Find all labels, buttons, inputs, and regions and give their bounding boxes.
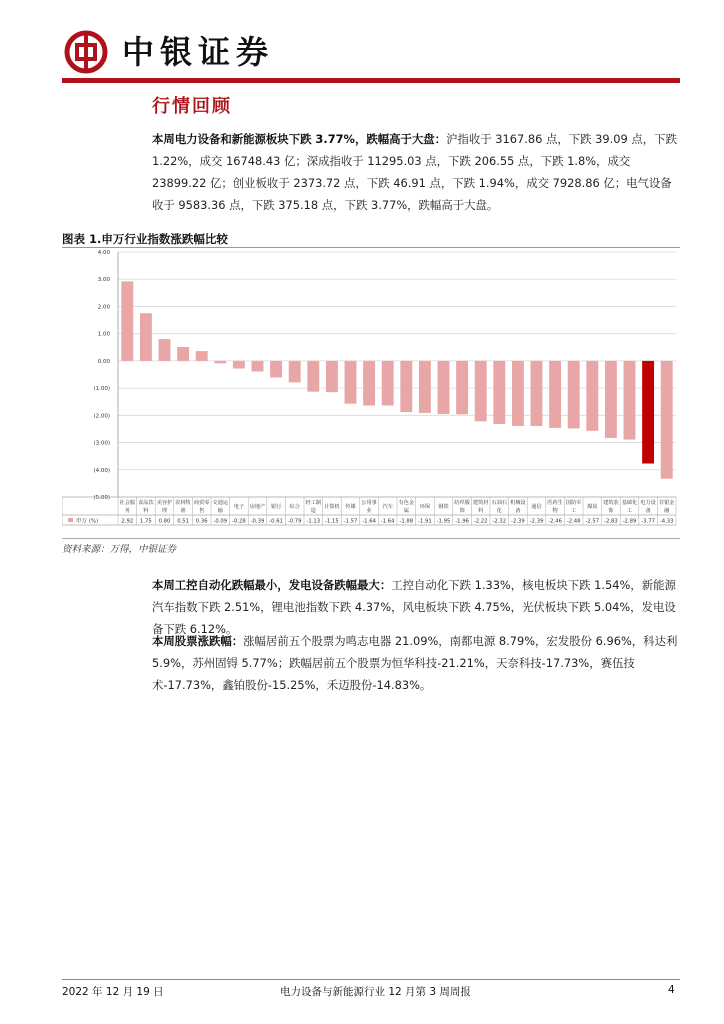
y-tick-label: 4.00 — [97, 250, 110, 256]
x-category-label: 融 — [664, 508, 670, 514]
x-category-label: 综合 — [289, 504, 300, 510]
data-value-label: -2.46 — [548, 518, 562, 525]
x-category-label: 物 — [552, 508, 558, 514]
x-category-label: 纺织服 — [454, 500, 470, 506]
y-tick-label: (3.00) — [93, 440, 110, 447]
x-category-label: 基础化 — [621, 500, 638, 506]
y-tick-label: 0.00 — [97, 358, 110, 365]
x-category-label: 备 — [645, 508, 651, 514]
data-value-label: 0.80 — [158, 518, 171, 525]
bar — [345, 361, 357, 404]
bar — [605, 361, 617, 438]
data-value-label: -2.22 — [473, 518, 488, 525]
footer-date: 2022 年 12 月 19 日 — [62, 986, 164, 998]
data-value-label: -1.64 — [380, 518, 395, 525]
data-value-label: -1.91 — [418, 518, 432, 525]
data-value-label: -2.83 — [604, 518, 618, 525]
x-category-label: 商贸零 — [193, 500, 210, 506]
paragraph-body: 涨幅居前五个股票为鸣志电器 21.09%，南都电源 8.79%，宏发股份 6.96%，科达利 5.9%，苏州固锝 5.77%；跌幅居前五个股票为恒华科技-21.21%，天奈科技-17.73%，赛伍技术-17.73%，鑫铂股份-15.25%，禾迈股份-14.83%。 — [152, 634, 678, 692]
x-category-label: 通信 — [531, 504, 542, 510]
bar — [196, 351, 208, 361]
bar — [233, 361, 245, 369]
x-category-label: 食品饮 — [138, 500, 154, 506]
x-category-label: 煤炭 — [587, 504, 598, 510]
paragraph-lead: 本周工控自动化跌幅最小，发电设备跌幅最大： — [152, 578, 392, 592]
x-category-label: 传媒 — [345, 504, 356, 510]
paragraph-body: 沪指收于 3167.86 点，下跌 39.09 点，下跌 1.22%，成交 16748.43 亿；深成指收于 11295.03 点，下跌 206.55 点，下跌 1.8%，成交 23899.22 亿；创业板收于 2373.72 点，下跌 46.91 点，下跌 1.94%，成交 7928.86 亿；电气设备收于 9583.36 点，下跌 375.18 点，下跌 3.77%，跌幅高于大盘。 — [152, 132, 677, 212]
x-category-label: 理 — [161, 508, 168, 514]
x-category-label: 非银金 — [658, 500, 675, 506]
bar — [326, 361, 338, 392]
data-value-label: -2.57 — [585, 518, 600, 525]
bar — [642, 361, 654, 464]
bar — [419, 361, 431, 413]
footer-rule — [62, 979, 680, 980]
bar — [177, 347, 189, 361]
bar — [475, 361, 487, 421]
bar — [456, 361, 468, 414]
data-value-label: -2.39 — [529, 518, 544, 525]
bar — [661, 361, 673, 479]
x-category-label: 备 — [515, 508, 521, 514]
y-tick-label: (1.00) — [93, 386, 110, 393]
data-value-label: -2.39 — [511, 518, 525, 525]
bar — [159, 339, 171, 361]
x-category-label: 工 — [626, 508, 633, 514]
y-tick-label: 1.00 — [97, 331, 110, 338]
bar — [493, 361, 505, 424]
bank-of-china-logo-icon — [64, 30, 108, 74]
x-category-label: 石油石 — [491, 500, 508, 506]
data-value-label: -1.95 — [436, 518, 451, 525]
x-category-label: 钢铁 — [438, 504, 449, 510]
market-review-paragraph — [152, 128, 680, 216]
data-value-label: -3.77 — [641, 518, 655, 525]
bar — [270, 361, 282, 378]
paragraph-lead: 本周电力设备和新能源板块下跌 3.77%，跌幅高于大盘： — [152, 132, 447, 146]
paragraph-lead: 本周股票涨跌幅： — [152, 634, 244, 648]
x-category-label: 医药生 — [547, 500, 563, 506]
section-title: 行情回顾 — [152, 96, 232, 117]
x-category-label: 计算机 — [324, 504, 340, 510]
y-tick-label: 3.00 — [97, 277, 110, 284]
x-category-label: 电子 — [233, 504, 245, 510]
industry-change-bar-chart — [62, 249, 680, 536]
data-value-label: -0.28 — [232, 518, 246, 525]
x-category-label: 汽车 — [382, 504, 393, 510]
data-value-label: -0.61 — [269, 518, 283, 525]
x-category-label: 工 — [571, 508, 577, 514]
bar — [252, 361, 264, 372]
data-value-label: -4.33 — [659, 518, 674, 525]
x-category-label: 输 — [217, 508, 223, 514]
x-category-label: 有色金 — [398, 500, 415, 506]
x-category-label: 国防军 — [565, 500, 582, 506]
source-rule — [62, 538, 680, 539]
source-note: 资料来源：万得，中银证券 — [62, 544, 177, 555]
x-category-label: 农林牧 — [175, 500, 191, 506]
data-value-label: -0.39 — [250, 518, 265, 525]
y-tick-label: (5.00) — [93, 495, 110, 501]
bar — [382, 361, 394, 406]
data-value-label: -1.64 — [362, 518, 376, 525]
x-category-label: 造 — [310, 508, 316, 514]
data-value-label: -1.57 — [343, 518, 358, 525]
x-category-label: 交通运 — [212, 500, 229, 506]
data-value-label: -0.79 — [287, 518, 302, 525]
data-value-label: 1.75 — [140, 518, 152, 525]
x-category-label: 务 — [124, 508, 130, 514]
x-category-label: 建筑装 — [603, 500, 619, 506]
data-value-label: -2.32 — [492, 518, 507, 525]
bar — [121, 281, 133, 360]
x-category-label: 银行 — [270, 504, 282, 510]
y-tick-label: 2.00 — [97, 304, 110, 311]
data-value-label: -0.09 — [213, 518, 228, 525]
data-value-label: 0.51 — [177, 518, 189, 525]
x-category-label: 社会服 — [119, 500, 136, 506]
x-category-label: 售 — [199, 508, 205, 514]
bar — [363, 361, 375, 406]
data-value-label: -1.88 — [399, 518, 414, 525]
chart-title: 图表 1.申万行业指数涨跌幅比较 — [62, 232, 228, 246]
bar — [400, 361, 412, 412]
bar — [289, 361, 301, 383]
data-value-label: -2.48 — [566, 518, 581, 525]
x-category-label: 属 — [403, 508, 409, 514]
bar — [549, 361, 561, 428]
data-value-label: -1.15 — [325, 518, 339, 525]
bar — [531, 361, 543, 426]
bar — [214, 361, 226, 363]
bar — [307, 361, 319, 392]
x-category-label: 饰 — [459, 508, 465, 514]
bar — [568, 361, 580, 429]
footer-report-title: 电力设备与新能源行业 12 月第 3 周周报 — [280, 986, 471, 998]
data-value-label: 0.36 — [195, 518, 208, 525]
x-category-label: 轻工制 — [305, 500, 322, 506]
bar — [586, 361, 598, 431]
x-category-label: 饰 — [608, 508, 614, 514]
x-category-label: 美容护 — [156, 500, 173, 506]
data-value-label: -2.89 — [622, 518, 637, 525]
x-category-label: 料 — [143, 508, 149, 514]
x-category-label: 电力设 — [640, 500, 656, 506]
bar — [624, 361, 636, 440]
brand-name: 中银证券 — [122, 33, 275, 71]
chart-title-rule — [62, 247, 680, 248]
x-category-label: 化 — [496, 508, 502, 514]
x-category-label: 环保 — [419, 504, 431, 510]
header-rule — [62, 78, 680, 83]
x-category-label: 料 — [478, 508, 484, 514]
data-value-label: -1.13 — [306, 518, 321, 525]
bar — [512, 361, 524, 426]
x-category-label: 建筑材 — [472, 500, 489, 506]
page-number: 4 — [668, 984, 675, 996]
x-category-label: 公用事 — [361, 500, 377, 506]
data-value-label: 2.92 — [121, 518, 134, 525]
y-tick-label: (2.00) — [93, 413, 110, 420]
data-value-label: -1.96 — [455, 518, 469, 525]
x-category-label: 机械设 — [510, 500, 526, 506]
bar — [438, 361, 450, 414]
x-category-label: 业 — [366, 508, 372, 514]
stock-movers-paragraph — [152, 630, 680, 696]
y-tick-label: (4.00) — [93, 467, 110, 474]
x-category-label: 渔 — [180, 508, 186, 514]
paragraph-body: 工控自动化下跌 1.33%，核电板块下跌 1.54%，新能源汽车指数下跌 2.51%，锂电池指数下跌 4.37%，风电板块下跌 4.75%，光伏板块下跌 5.04%，发电设备下跌 6.12%。 — [152, 578, 676, 636]
bar — [140, 313, 152, 361]
x-category-label: 房地产 — [249, 504, 266, 510]
legend-label: 申万 (%) — [76, 518, 99, 525]
legend-swatch — [68, 518, 73, 522]
